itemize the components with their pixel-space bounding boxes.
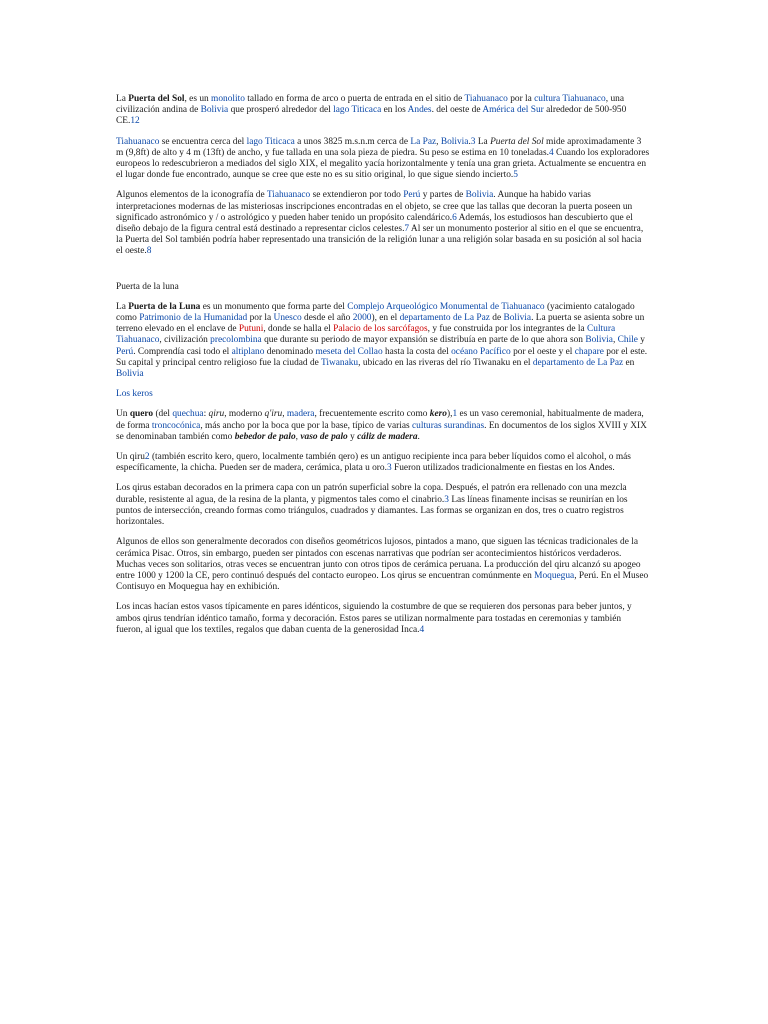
text-run: quero <box>129 409 154 420</box>
text-run: Los incas hacían estos vasos típicamente en pares idénticos, siguiendo la costumbre de que se requieren dos personas para beber juntos, y ambos qirus tendrían idéntico tamaño, forma y decoración. Estos pares se utilizan normalmente para tostadas en ceremonias y también fueron, al igual que los textiles, regalos que daban cuenta de la generosidad Inca. <box>116 602 632 635</box>
reference-link[interactable]: 2000 <box>352 313 372 324</box>
wiki-link[interactable]: Cultura Tiahuanaco <box>116 324 616 346</box>
text-run: se extendieron por todo <box>310 190 404 201</box>
text-run: . <box>417 431 420 442</box>
paragraph <box>116 483 650 528</box>
text-run: vaso de palo <box>300 431 348 442</box>
paragraph <box>116 409 650 443</box>
wiki-link[interactable]: Bolivia <box>440 136 469 147</box>
text-run: es un vaso ceremonial, habitualmente de madera, de forma <box>116 409 644 431</box>
text-run: : <box>203 409 209 420</box>
text-run: , frecuentemente escrito como <box>314 409 430 420</box>
text-run: denominado <box>264 346 316 357</box>
text-run: , <box>612 335 618 346</box>
wiki-link[interactable]: Bolivia <box>585 335 613 346</box>
reference-link[interactable]: 4 <box>548 147 554 158</box>
wiki-link[interactable]: precolombina <box>210 335 262 346</box>
text-run: La <box>475 136 491 147</box>
text-run: es un monumento que forma parte del <box>200 301 348 312</box>
text-run: , donde se halla el <box>263 324 334 335</box>
text-run: . En documentos de los siglos XVIII y XIX se denominaban también como <box>116 420 647 442</box>
reference-link[interactable]: 1 <box>452 409 458 420</box>
wiki-link[interactable]: Putuni <box>238 324 264 335</box>
text-run: qiru <box>208 409 225 420</box>
text-run: cáliz de madera <box>357 431 418 442</box>
wiki-link[interactable]: altiplano <box>231 346 265 357</box>
text-run: , ubicado en las riveras del río Tiwanaku en el <box>358 357 533 368</box>
text-run: . Comprendía casi todo el <box>133 346 232 357</box>
text-run: y <box>347 431 358 442</box>
text-run: La <box>116 301 129 312</box>
paragraph <box>116 94 650 128</box>
reference-link[interactable]: 3 <box>470 136 476 147</box>
reference-link[interactable]: 7 <box>404 224 410 235</box>
section-heading <box>116 282 650 293</box>
text-run: . La puerta se asienta sobre un terreno elevado en el enclave de <box>116 313 645 335</box>
wiki-link[interactable]: troncocónica <box>151 420 201 431</box>
wiki-link[interactable]: océano Pacífico <box>451 346 511 357</box>
text-run: Los qirus estaban decorados en la primera capa con un patrón superficial sobre la copa. Después, el patrón era rellenado con una mezcla durable, resistente al agua, de la resina de la planta, y pigmentos tales como el cinabrio. <box>116 483 627 505</box>
wiki-link[interactable]: Bolivia <box>200 105 229 116</box>
text-run: kero <box>429 409 447 420</box>
wiki-link[interactable]: lago Titicaca <box>246 136 295 147</box>
text-run: y partes de <box>420 190 466 201</box>
wiki-link[interactable]: Unesco <box>273 313 302 324</box>
text-run: Puerta del Sol <box>128 94 185 104</box>
section-heading <box>116 389 650 400</box>
text-run: en <box>623 357 635 368</box>
text-run: Puerta del Sol <box>490 136 544 147</box>
text-run: alrededor de 500-950 CE. <box>116 105 627 127</box>
wiki-link[interactable]: Tiwanaku <box>320 357 359 368</box>
wiki-link[interactable]: meseta del Collao <box>315 346 383 357</box>
wiki-link[interactable]: Bolivia <box>116 369 144 380</box>
text-run: (del <box>153 409 173 420</box>
text-run: . Aunque ha habido varias interpretaciones modernas de las misteriosas inscripciones encontradas en el objeto, se cree que las tallas que decoran la puerta poseen un significado astronómico y / o astrológico y pueden haber tenido un propósito calendárico. <box>116 190 633 223</box>
text-run: por el oeste y el <box>510 346 575 357</box>
text-run: ), <box>446 409 453 420</box>
text-run: La <box>116 94 129 104</box>
text-run: Cuando los exploradores europeos lo redescubrieron a mediados del siglo XIX, el megalito yacía horizontalmente y tenía una gran grieta. Actualmente se encuentra en el lugar donde fue encontrado, aunque se cree que este no es su sitio original, lo que sigue siendo incierto. <box>116 147 650 181</box>
reference-link[interactable]: 2 <box>144 452 150 463</box>
wiki-link[interactable]: departamento de La Paz <box>399 313 490 324</box>
text-run: , <box>282 409 287 420</box>
text-run: ), en el <box>371 313 400 324</box>
text-run: (también escrito kero, quero, localmente también qero) es un antiguo recipiente inca para beber líquidos como el alcohol, o más específicamente, la chicha. Pueden ser de madera, cerámica, plata u oro. <box>116 452 631 474</box>
text-run: , es un <box>184 94 212 104</box>
text-run: mide aproximadamente 3 m (9,8ft) de alto y 4 m (13ft) de ancho, y fue tallada en una sola pieza de piedra. Su peso se estima en 10 toneladas. <box>116 136 642 158</box>
text-run: por la <box>247 313 274 324</box>
text-run: hasta la costa del <box>382 346 452 357</box>
wiki-link[interactable]: Tiahuanaco <box>266 190 311 201</box>
text-run: por el este. Su capital y principal centro religioso fue la ciudad de <box>116 346 648 368</box>
text-run: que prosperó alrededor del <box>228 105 334 116</box>
wiki-link[interactable]: América del Sur <box>482 105 544 116</box>
reference-link[interactable]: 4 <box>419 624 425 635</box>
paragraph <box>116 302 650 380</box>
wiki-link[interactable]: La Paz <box>410 136 437 147</box>
text-run: , Perú. En el Museo Contisuyo en Moquegua hay en exhibición. <box>116 570 649 593</box>
text-run: que durante su periodo de mayor expansión se distribuía en parte de lo que ahora son <box>261 335 586 346</box>
text-run: . del oeste de <box>431 105 483 116</box>
text-run: de <box>489 313 504 324</box>
text-run: Algunos elementos de la iconografía de <box>116 190 267 201</box>
wiki-link[interactable]: monolito <box>211 94 245 104</box>
text-run: , más ancho por la boca que por la base, típico de varias <box>200 420 412 431</box>
reference-link[interactable]: 5 <box>513 170 518 181</box>
wiki-link[interactable]: Bolivia <box>465 190 494 201</box>
text-run: Los keros <box>116 389 153 400</box>
text-run: y <box>637 335 645 346</box>
reference-link[interactable]: 12 <box>130 116 140 127</box>
wiki-link[interactable]: chapare <box>574 346 604 357</box>
wiki-link[interactable]: Andes <box>407 105 432 116</box>
reference-link[interactable]: 3 <box>444 494 449 505</box>
wiki-link[interactable]: Complejo Arqueológico Monumental de Tiahuanaco <box>347 301 545 312</box>
wiki-link[interactable]: quechua <box>172 409 204 420</box>
text-run: , una civilización andina de <box>116 94 624 116</box>
text-run: Fueron utilizados tradicionalmente en fiestas en los Andes. <box>391 463 615 474</box>
wiki-link[interactable]: Tiahuanaco <box>464 94 508 104</box>
wiki-link[interactable]: Patrimonio de la Humanidad <box>139 313 248 324</box>
text-run: desde el año <box>301 313 353 324</box>
text-run: se encuentra cerca del <box>159 136 247 147</box>
paragraph <box>116 537 650 593</box>
text-run: Algunos de ellos son generalmente decorados con diseños geométricos lujosos, pintados a mano, que siguen las técnicas tradicionales de la cerámica Pisac. Otros, sin embargo, pueden ser pintados con escenas narrativas que podrían ser acontecimientos históricos verdaderos. Muchas veces son solitarios, otras veces se encuentran junto con otros tipos de cerámica peruana. La producción del qiru alcanzó su apogeo entre 1000 y 1200 la CE, pero continuó después del contacto europeo. Los qirus se encuentran comúnmente en <box>116 537 641 581</box>
wiki-link[interactable]: Tiahuanaco <box>116 136 160 147</box>
text-run: a unos 3825 m.s.n.m cerca de <box>294 136 411 147</box>
wiki-link[interactable]: Perú <box>403 190 421 201</box>
text-run: Además, los estudiosos han descubierto que el diseño debajo de la figura central está destinado a representar ciclos celestes. <box>116 212 633 235</box>
text-run: , moderno <box>224 409 265 420</box>
text-run: q'iru <box>264 409 283 420</box>
wiki-link[interactable]: Chile <box>617 335 638 346</box>
text-run: en los <box>381 105 408 116</box>
text-run: , <box>436 136 441 147</box>
text-run: Un qiru <box>116 452 145 463</box>
text-run: Un <box>116 409 130 420</box>
text-run: . <box>468 136 471 147</box>
text-run: Puerta de la luna <box>116 281 179 292</box>
text-run: Puerta de la Luna <box>128 301 201 312</box>
text-run: , <box>295 431 301 442</box>
paragraph <box>116 602 650 636</box>
wiki-link[interactable]: culturas surandinas <box>412 420 485 431</box>
wiki-link[interactable]: departamento de La Paz <box>532 357 624 368</box>
reference-link[interactable]: 6 <box>452 212 457 223</box>
text-run: Al ser un monumento posterior al sitio en el que se encuentra, la Puerta del Sol también podría haber representado una transición de la religión lunar a una religión solar basada en su posición al sol hacia el oeste. <box>116 224 644 257</box>
wiki-link[interactable]: Moquegua <box>534 570 575 581</box>
wiki-link[interactable]: Palacio de los sarcófagos <box>333 324 428 335</box>
text-run: , y fue construida por los integrantes de la <box>427 324 587 335</box>
text-run: , civilización <box>159 335 211 346</box>
document-body <box>116 94 650 645</box>
wiki-link[interactable]: Bolivia <box>503 313 532 324</box>
text-run: bebedor de palo <box>234 431 296 442</box>
reference-link[interactable]: 3 <box>386 463 392 474</box>
text-run: por la <box>507 94 535 104</box>
text-run: Las líneas finamente incisas se reunirían en los puntos de intersección, creando formas como triángulos, cuadrados y diamantes. Las formas se organizan en dos, tres o cuatro registros horizontales. <box>116 494 628 528</box>
text-run: tallado en forma de arco o puerta de entrada en el sitio de <box>244 94 465 104</box>
wiki-link[interactable]: cultura Tiahuanaco <box>534 94 606 104</box>
wiki-link[interactable]: Perú <box>116 346 134 357</box>
paragraph <box>116 137 650 182</box>
reference-link[interactable]: 8 <box>146 246 152 257</box>
paragraph <box>116 452 650 474</box>
text-run: (yacimiento catalogado como <box>116 301 635 324</box>
wiki-link[interactable]: lago Titicaca <box>333 105 382 116</box>
wiki-link[interactable]: madera <box>286 409 315 420</box>
paragraph <box>116 190 650 257</box>
